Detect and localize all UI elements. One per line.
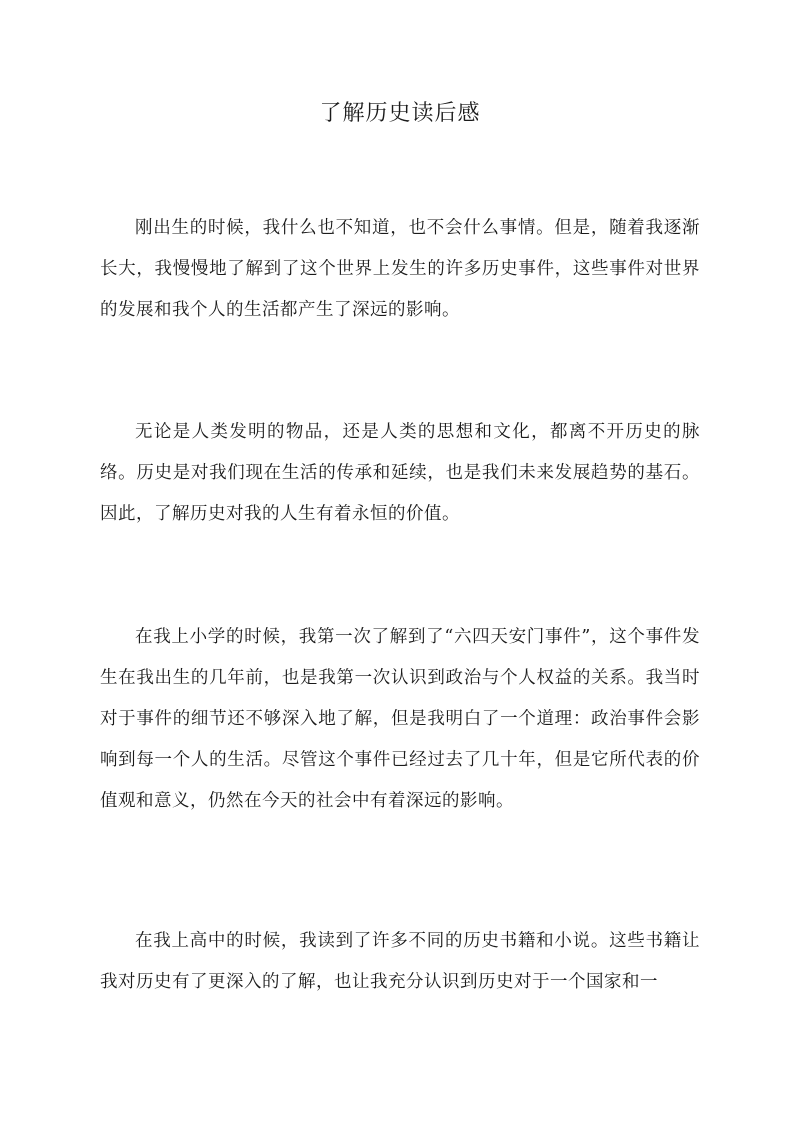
paragraph-2: 无论是人类发明的物品，还是人类的思想和文化，都离不开历史的脉络。历史是对我们现在生活的传承和延续，也是我们未来发展趋势的基石。因此，了解历史对我的人生有着永恒的价值。 <box>100 422 700 524</box>
paragraph-4: 在我上高中的时候，我读到了许多不同的历史书籍和小说。这些书籍让我对历史有了更深入的了解，也让我充分认识到历史对于一个国家和一 <box>100 931 700 992</box>
paragraph-3: 在我上小学的时候，我第一次了解到了“六四天安门事件”，这个事件发生在我出生的几年前，也是我第一次认识到政治与个人权益的关系。我当时对于事件的细节还不够深入地了解，但是我明白了一个道理：政治事件会影响到每一个人的生活。尽管这个事件已经过去了几十年，但是它所代表的价值观和意义，仍然在今天的社会中有着深远的影响。 <box>100 627 700 811</box>
document-title: 了解历史读后感 <box>319 101 481 126</box>
paragraph-1: 刚出生的时候，我什么也不知道，也不会什么事情。但是，随着我逐渐长大，我慢慢地了解到了这个世界上发生的许多历史事件，这些事件对世界的发展和我个人的生活都产生了深远的影响。 <box>100 218 700 320</box>
